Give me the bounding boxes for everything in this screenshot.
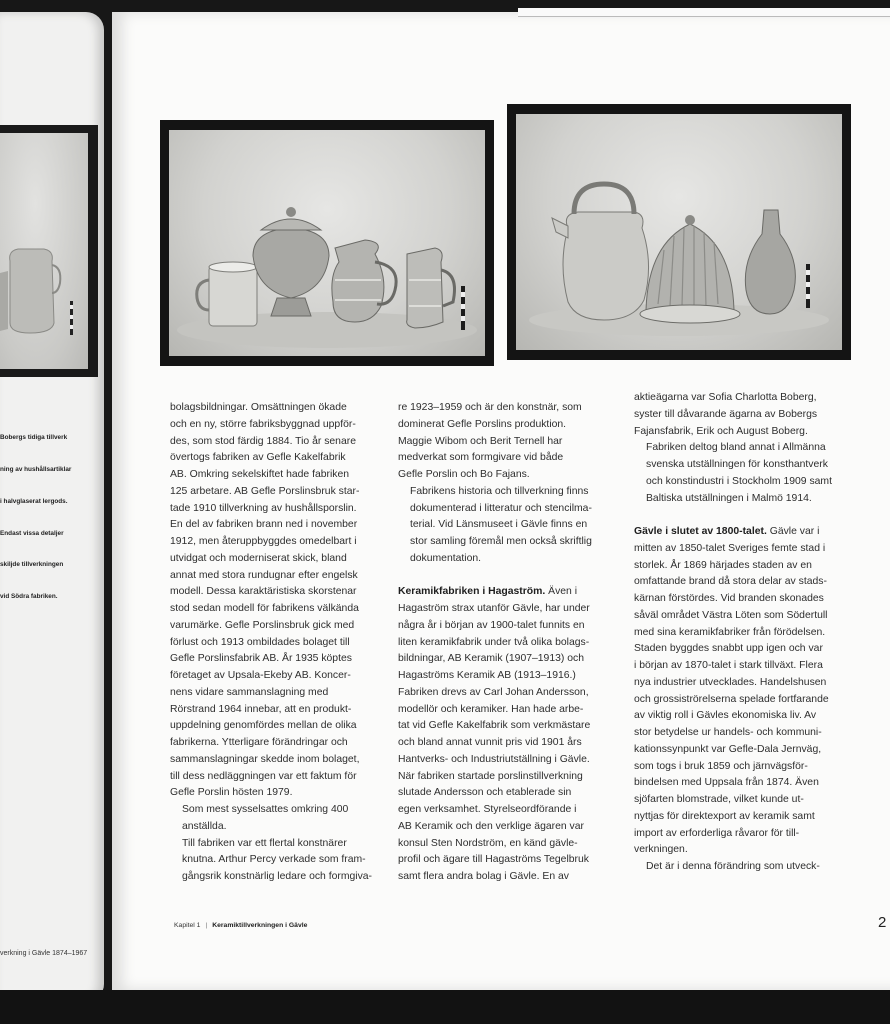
text-line: modell. Dessa karaktäristiska skorstenar: [170, 586, 357, 598]
paragraph: [634, 390, 870, 440]
photo-ceramics-jug-set: [160, 120, 494, 366]
text-line: liten keramikfabrik under två olika bolags-: [398, 636, 590, 648]
left-photo: [0, 125, 98, 377]
text-line: storlek. År 1869 härjades staden av en: [634, 559, 812, 571]
caption-line: Endast vissa detaljer: [0, 529, 64, 537]
text-line: mitten av 1850-talet Sveriges femte stad i: [634, 542, 826, 554]
text-line: Hagaström strax utanför Gävle, har under: [398, 603, 590, 614]
chapter-label: Kapitel 1: [174, 922, 201, 929]
left-page-footer: verkning i Gävle 1874–1967: [0, 950, 88, 957]
text-line: som togs i bruk 1859 och järnvägsför-: [634, 760, 808, 772]
text-line: bolagsbildningar. Omsättningen ökade: [170, 402, 347, 413]
text-line: stor betydelse ur handels- och kommuni-: [634, 727, 822, 738]
text-line: terial. Vid Länsmuseet i Gävle finns en: [410, 519, 588, 531]
text-line: tat vid Gefle Kakelfabrik som verkmästare: [398, 720, 591, 732]
text-line: 1912, men återuppbyggdes omedelbart i: [170, 536, 357, 547]
text-line: samt flera andra bolag i Gävle. En av: [398, 871, 569, 882]
text-line: Fajansfabrik, Erik och August Boberg.: [634, 425, 808, 437]
text-line: Maggie Wibom och Berit Ternell har: [398, 435, 563, 447]
text-line: dokumentation.: [410, 552, 482, 564]
text-line: nya industrier utvecklades. Handelshusen: [634, 676, 827, 688]
text-line: profil och ägare till Hagaströms Tegelbruk: [398, 854, 589, 866]
text-line: Till fabriken var ett flertal konstnärer: [182, 837, 347, 849]
text-line: gångsrik konstnärlig ledare och formgiva-: [182, 871, 373, 882]
text-line: Gefle Porslin hösten 1979.: [170, 787, 293, 799]
text-line: Keramikfabriken i Hagaström. Även i: [398, 586, 578, 598]
text-line: och en ny, större fabriksbyggnad uppför-: [170, 418, 356, 430]
text-line: och grossiströrelserna spelade fortfarande: [634, 693, 829, 705]
text-line: sammanslagningar skedde inom bolaget,: [170, 753, 360, 765]
text-line: bildningar, AB Keramik (1907–1913) och: [398, 653, 584, 665]
text-line: av viktig roll i Gävles ekonomiska liv. Av: [634, 710, 817, 722]
text-line: stod sedan modell för fabrikens välkända: [170, 603, 359, 614]
ceramics-illustration: [169, 130, 485, 356]
chapter-title: Keramiktillverkningen i Gävle: [212, 922, 308, 929]
text-line: Gefle Porslinsfabrik AB. År 1935 köptes: [170, 653, 352, 665]
paragraph: [398, 584, 620, 886]
paragraph: [398, 484, 620, 568]
section-heading: Keramikfabriken i Hagaström.: [398, 586, 546, 598]
text-line: slutade Andersson och etablerade sin: [398, 787, 572, 799]
text-line: fabrikerna. Ytterligare förändringar och: [170, 737, 348, 748]
book-shadow: [0, 990, 890, 1024]
next-page-edge: [518, 8, 890, 17]
text-line: När fabriken startade porslinstillverkning: [398, 770, 583, 782]
text-line: Hantverks- och Industriutställning i Gävle.: [398, 753, 590, 765]
paragraph: [634, 859, 870, 876]
text-column-2: [398, 400, 620, 886]
text-line: konsul Sten Nordström, en känd gävle-: [398, 837, 578, 849]
caption-line: skiljde tillverkningen: [0, 561, 64, 569]
text-line: import av erforderliga råvaror för till-: [634, 827, 800, 839]
paragraph: [634, 440, 870, 507]
text-line: sjöfarten blomstrade, vilket kunde ut-: [634, 794, 804, 805]
text-line: dokumenterad i litteratur och stencilma-: [410, 502, 592, 514]
text-line: med sina keramikfabriker från förödelsen.: [634, 626, 826, 638]
paragraph: [634, 524, 870, 859]
text-line: medverkat som formgivare vid både: [398, 452, 564, 464]
text-line: Staden byggdes snabbt upp igen och var: [634, 643, 823, 655]
section-heading: Gävle i slutet av 1800-talet.: [634, 526, 767, 537]
caption-line: i halvglaserat lergods.: [0, 497, 68, 505]
text-line: svenska utställningen för konsthantverk: [646, 459, 828, 470]
text-line: re 1923–1959 och är den konstnär, som: [398, 402, 582, 413]
text-line: egen verksamhet. Styrelseordförande i: [398, 804, 577, 815]
caption-line: ning av hushållsartiklar: [0, 465, 72, 473]
text-line: aktieägarna var Sofia Charlotta Boberg,: [634, 392, 817, 403]
text-line: Fabriken deltog bland annat i Allmänna: [646, 442, 826, 454]
ceramics-illustration: [516, 114, 842, 350]
text-line: till dess nedläggningen var ett faktum för: [170, 770, 357, 782]
text-line: omfattande brand då stora delar av stads-: [634, 576, 827, 588]
text-line: verkningen.: [634, 844, 688, 856]
text-line: Det är i denna förändring som utveck-: [646, 861, 820, 872]
photo-caption: [0, 412, 100, 624]
text-line: nens vidare sammanslagning med: [170, 686, 329, 698]
text-line: utvidgat och moderniserat skick, bland: [170, 552, 347, 564]
text-line: några år i början av 1900-talet funnits en: [398, 619, 585, 631]
page-number: 2: [878, 914, 887, 931]
text-line: En del av fabriken brann ned i november: [170, 519, 358, 531]
text-line: Rörstrand 1964 innebar, att en produkt-: [170, 703, 352, 715]
text-line: nyttjas för direktexport av keramik samt: [634, 810, 815, 822]
running-footer: Kapitel 1 | Keramiktillverkningen i Gävle: [174, 922, 308, 929]
text-line: des, som stod färdig 1884. Tio år senare: [170, 435, 356, 447]
text-line: Hagaströms Keramik AB (1913–1916.): [398, 670, 576, 681]
text-line: varumärke. Gefle Porslinsbruk gick med: [170, 619, 355, 631]
text-line: såväl området Västra Löten som Södertull: [634, 609, 828, 621]
paragraph: [170, 836, 388, 886]
text-line: stor samling föremål men också skriftlig: [410, 536, 592, 547]
caption-line: vid Södra fabriken.: [0, 593, 58, 601]
text-line: kärnan förstördes. Vid branden skonades: [634, 593, 824, 604]
text-column-3: [634, 390, 870, 876]
text-line: förlust och 1913 ombildades bolaget till: [170, 636, 350, 648]
text-line: övertogs fabriken av Gefle Kakelfabrik: [170, 452, 346, 464]
text-line: kationssynpunkt var Gefle-Dala Jernväg,: [634, 743, 822, 755]
text-line: dominerat Gefle Porslins produktion.: [398, 418, 567, 430]
text-line: Gefle Porslin och Bo Fajans.: [398, 469, 530, 480]
text-line: anställda.: [182, 820, 227, 832]
text-line: AB Keramik och den verklige ägaren var: [398, 820, 584, 832]
paragraph: [170, 802, 388, 836]
text-line: 125 arbetare. AB Gefle Porslinsbruk star-: [170, 485, 360, 497]
text-line: modellör och keramiker. Han hade arbe-: [398, 703, 584, 715]
paragraph: [170, 400, 388, 802]
text-line: Gävle i slutet av 1800-talet. Gävle var i: [634, 526, 820, 537]
text-line: knutna. Arthur Percy verkade som fram-: [182, 854, 366, 866]
text-line: Fabriken drevs av Carl Johan Andersson,: [398, 686, 589, 698]
text-line: annat med stora rundugnar efter engelsk: [170, 569, 358, 581]
text-line: AB. Omkring sekelskiftet hade fabriken: [170, 469, 350, 480]
text-line: och bland annat vunnit pris vid 1901 års: [398, 737, 582, 748]
text-line: uppdelning genomfördes mellan de olika: [170, 720, 357, 732]
text-line: i början av 1870-talet i stark tillväxt. Flera: [634, 660, 823, 671]
photo-ceramics-teapot-set: [507, 104, 851, 360]
text-line: och konstindustri i Stockholm 1909 samt: [646, 475, 832, 487]
text-column-1: [170, 400, 388, 886]
left-page: [0, 12, 104, 1002]
text-line: företaget av Upsala-Ekeby AB. Koncer-: [170, 670, 351, 681]
text-line: tade 1910 tillverkning av hushållsporslin.: [170, 502, 357, 514]
paragraph: [398, 400, 620, 484]
caption-line: Bobergs tidiga tillverk: [0, 434, 68, 442]
text-line: bindelsen med Uppsala från 1874. Även: [634, 777, 819, 789]
text-line: Som mest sysselsattes omkring 400: [182, 804, 349, 815]
text-line: Baltiska utställningen i Malmö 1914.: [646, 492, 812, 504]
text-line: Fabrikens historia och tillverkning finns: [410, 485, 589, 497]
text-line: syster till dåvarande ägarna av Bobergs: [634, 408, 818, 420]
